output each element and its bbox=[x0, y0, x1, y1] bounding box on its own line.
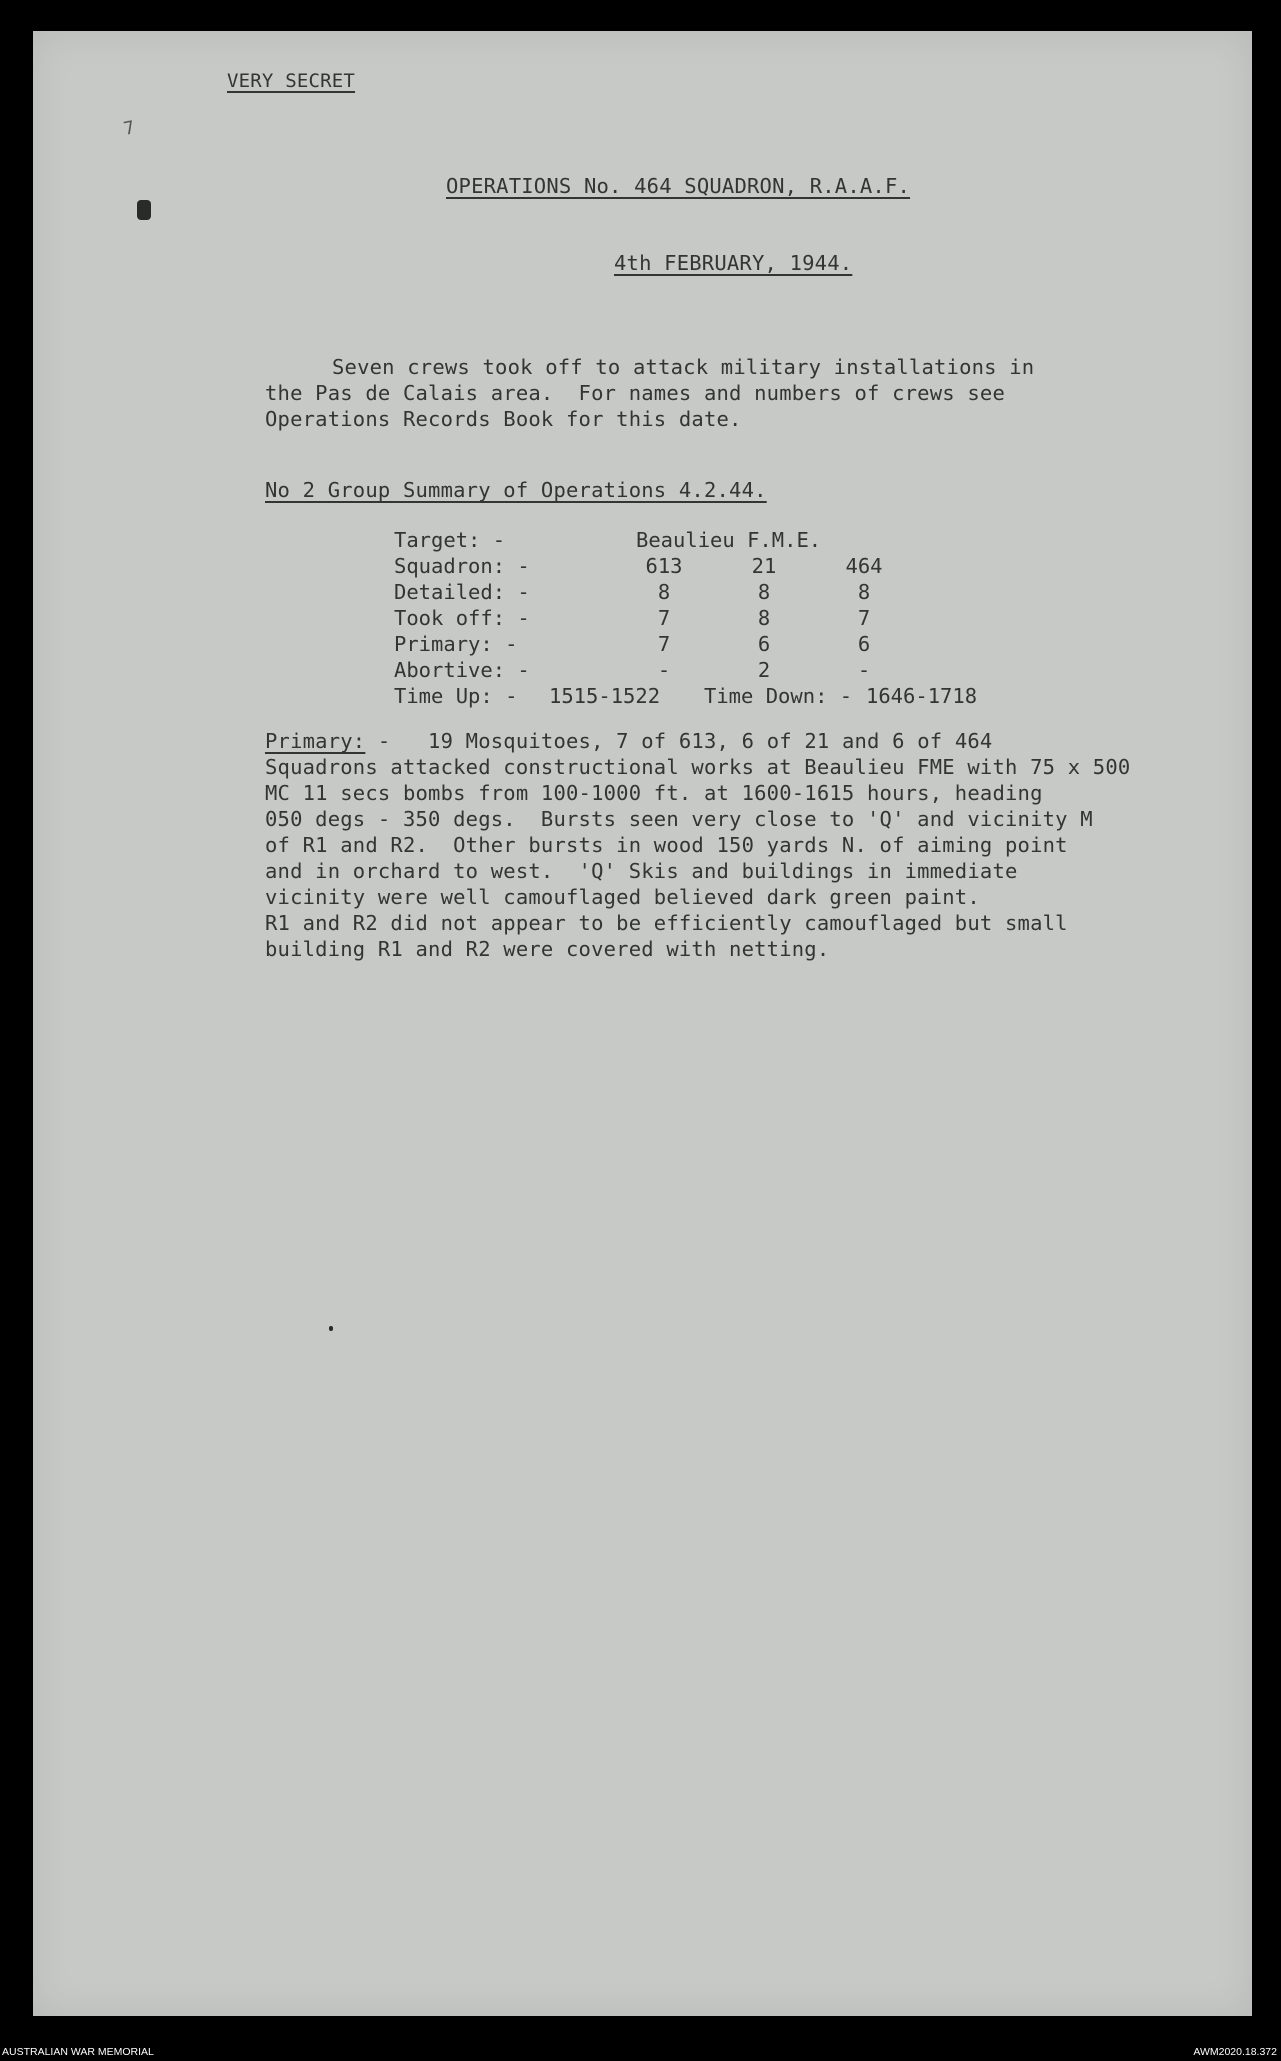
time-down-label: Time Down: - bbox=[704, 684, 853, 708]
table-cell: 2 bbox=[757, 658, 771, 682]
table-cell: 8 bbox=[757, 606, 771, 630]
primary-line: 050 degs - 350 degs. Bursts seen very close to 'Q' and vicinity M bbox=[265, 807, 1093, 831]
row-label: Took off: - bbox=[394, 606, 530, 630]
table-cell: 7 bbox=[657, 606, 671, 630]
primary-first-line-text: - 19 Mosquitoes, 7 of 613, 6 of 21 and 6 of 464 bbox=[365, 729, 993, 753]
time-up-value: 1515-1522 bbox=[549, 684, 661, 708]
row-label: Squadron: - bbox=[394, 554, 530, 578]
intro-line: Operations Records Book for this date. bbox=[265, 407, 742, 431]
table-cell: 6 bbox=[857, 632, 871, 656]
row-label: Primary: - bbox=[394, 632, 518, 656]
table-cell: 464 bbox=[845, 554, 883, 578]
row-label: Abortive: - bbox=[394, 658, 530, 682]
primary-line: of R1 and R2. Other bursts in wood 150 yards N. of aiming point bbox=[265, 833, 1068, 857]
time-up-label: Time Up: - bbox=[394, 684, 518, 708]
table-cell: 7 bbox=[657, 632, 671, 656]
primary-line: building R1 and R2 were covered with netting. bbox=[265, 937, 830, 961]
table-cell: 613 bbox=[645, 554, 683, 578]
primary-line: and in orchard to west. 'Q' Skis and buildings in immediate bbox=[265, 859, 1018, 883]
footer-accession-number: AWM2020.18.372 bbox=[1193, 2046, 1277, 2058]
table-cell: 8 bbox=[657, 580, 671, 604]
primary-line: MC 11 secs bombs from 100-1000 ft. at 1600-1615 hours, heading bbox=[265, 781, 1043, 805]
table-cell: 8 bbox=[857, 580, 871, 604]
time-down-value: 1646-1718 bbox=[866, 684, 978, 708]
primary-line: vicinity were well camouflaged believed dark green paint. bbox=[265, 885, 980, 909]
table-cell: 6 bbox=[757, 632, 771, 656]
summary-heading: No 2 Group Summary of Operations 4.2.44. bbox=[265, 478, 767, 502]
intro-line: Seven crews took off to attack military installations in bbox=[332, 355, 1035, 379]
row-label: Detailed: - bbox=[394, 580, 530, 604]
folio-mark: 7 bbox=[121, 117, 138, 140]
target-label: Target: - bbox=[394, 528, 506, 552]
ink-dot bbox=[329, 1326, 333, 1331]
primary-first-line bbox=[265, 728, 992, 754]
target-value: Beaulieu F.M.E. bbox=[636, 528, 822, 552]
document-date: 4th FEBRUARY, 1944. bbox=[614, 251, 853, 275]
footer-credit: AUSTRALIAN WAR MEMORIAL bbox=[2, 2046, 154, 2058]
table-cell: 21 bbox=[751, 554, 777, 578]
table-cell: - bbox=[657, 658, 671, 682]
document-page bbox=[33, 31, 1252, 2016]
table-cell: 7 bbox=[857, 606, 871, 630]
primary-line: R1 and R2 did not appear to be efficiently camouflaged but small bbox=[265, 911, 1068, 935]
table-cell: 8 bbox=[757, 580, 771, 604]
classification-label: VERY SECRET bbox=[227, 70, 356, 92]
document-title: OPERATIONS No. 464 SQUADRON, R.A.A.F. bbox=[446, 174, 911, 198]
table-cell: - bbox=[857, 658, 871, 682]
primary-line: Squadrons attacked constructional works at Beaulieu FME with 75 x 500 bbox=[265, 755, 1131, 779]
primary-label: Primary: bbox=[265, 729, 366, 753]
punch-mark bbox=[137, 200, 151, 220]
intro-line: the Pas de Calais area. For names and numbers of crews see bbox=[265, 381, 1005, 405]
